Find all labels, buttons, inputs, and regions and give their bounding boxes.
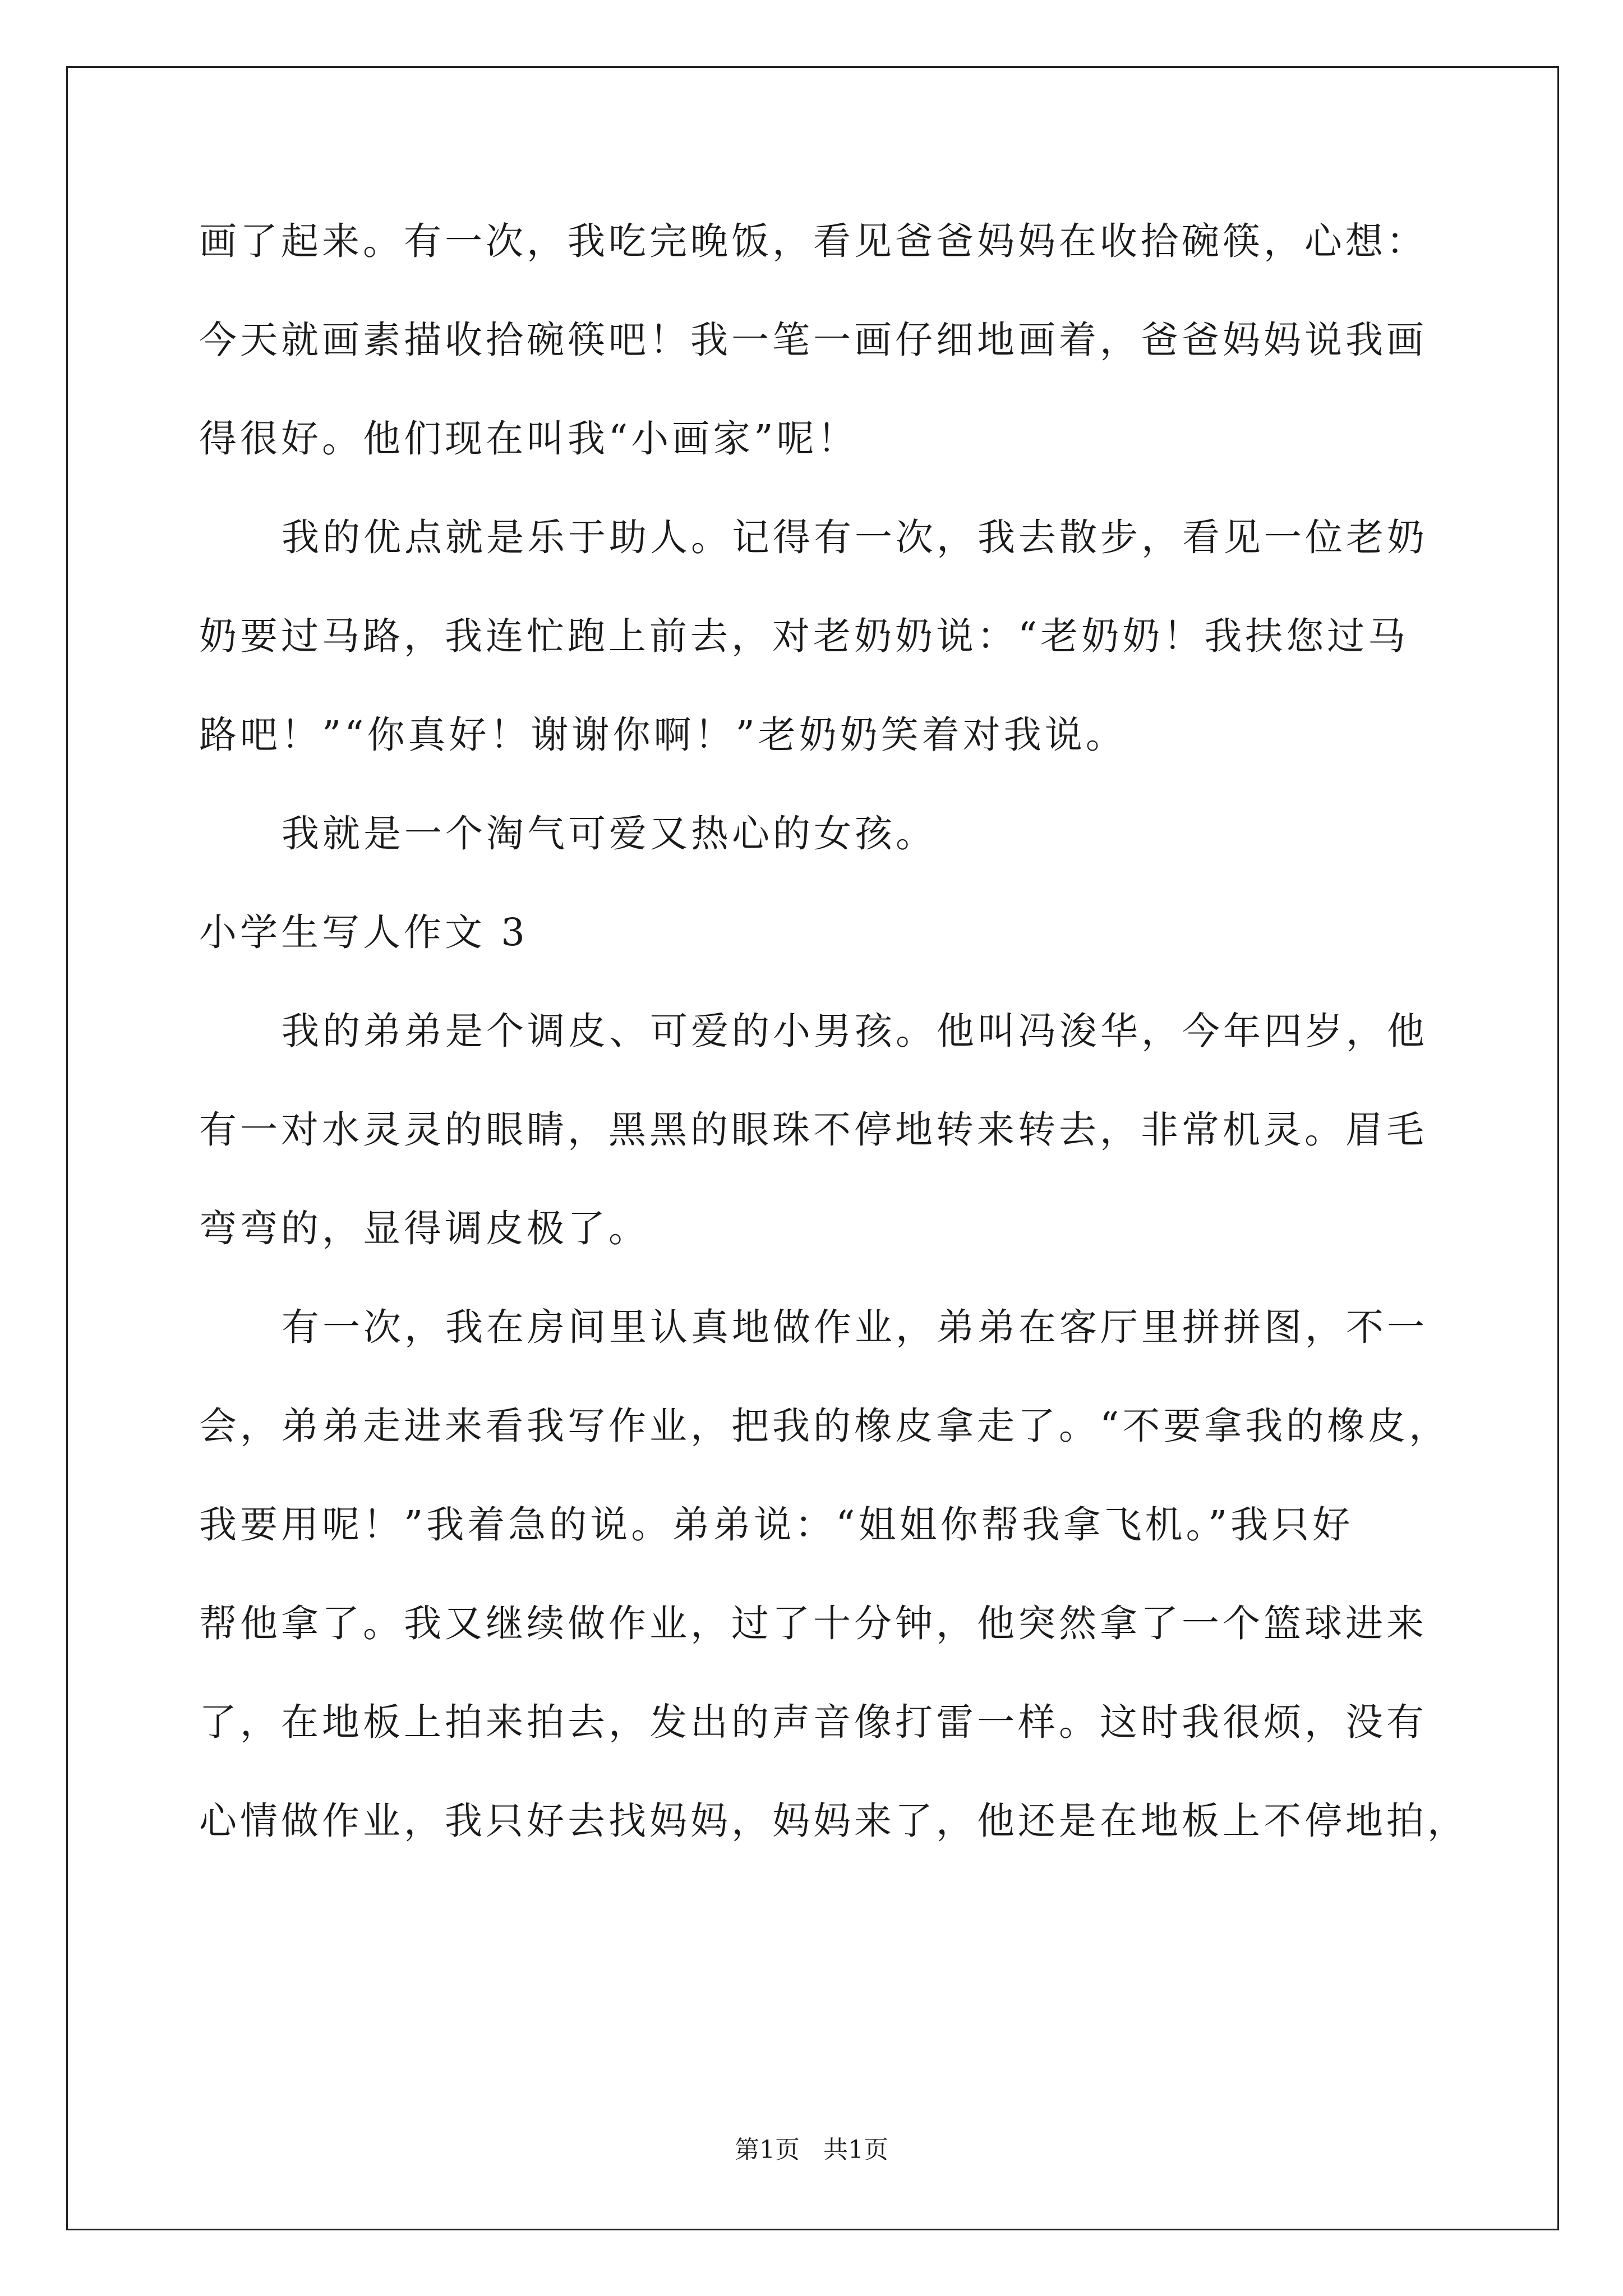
body-line: 帮他拿了。我又继续做作业，过了十分钟，他突然拿了一个篮球进来	[199, 1602, 1427, 1645]
paragraph-first-line: 我的优点就是乐于助人。记得有一次，我去散步，看见一位老奶	[282, 516, 1428, 559]
body-line: 我要用呢！”我着急的说。弟弟说：“姐姐你帮我拿飞机。”我只好	[199, 1503, 1354, 1547]
paragraph-first-line: 有一次，我在房间里认真地做作业，弟弟在客厅里拼拼图，不一	[282, 1305, 1428, 1349]
body-line: 会，弟弟走进来看我写作业，把我的橡皮拿走了。“不要拿我的橡皮，	[199, 1404, 1450, 1448]
paragraph-first-line: 我的弟弟是个调皮、可爱的小男孩。他叫冯浚华，今年四岁，他	[282, 1009, 1428, 1053]
body-line: 得很好。他们现在叫我“小画家”呢！	[199, 417, 859, 461]
body-line: 奶要过马路，我连忙跑上前去，对老奶奶说：“老奶奶！我扶您过马	[199, 614, 1409, 658]
body-line: 弯弯的，显得调皮极了。	[199, 1207, 649, 1250]
page-number-footer: 第1页 共1页	[735, 2136, 888, 2164]
body-line: 有一对水灵灵的眼睛，黑黑的眼珠不停地转来转去，非常机灵。眉毛	[199, 1108, 1427, 1152]
body-line: 心情做作业，我只好去找妈妈，妈妈来了，他还是在地板上不停地拍，	[199, 1799, 1468, 1843]
body-line: 今天就画素描收拾碗筷吧！我一笔一画仔细地画着，爸爸妈妈说我画	[199, 318, 1427, 362]
body-line: 路吧！”“你真好！谢谢你啊！”老奶奶笑着对我说。	[199, 713, 1127, 757]
body-line: 画了起来。有一次，我吃完晚饭，看见爸爸妈妈在收拾碗筷，心想：	[199, 219, 1427, 263]
section-heading: 小学生写人作文 3	[199, 910, 528, 954]
paragraph-first-line: 我就是一个淘气可爱又热心的女孩。	[282, 812, 937, 855]
body-line: 了，在地板上拍来拍去，发出的声音像打雷一样。这时我很烦，没有	[199, 1700, 1427, 1744]
